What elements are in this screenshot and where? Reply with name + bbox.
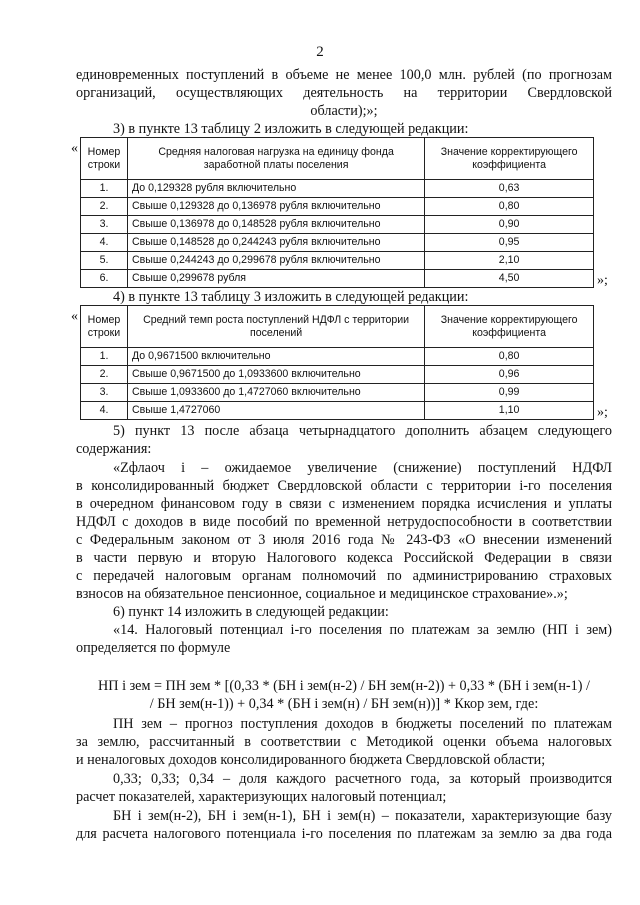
cell-value: 0,99: [425, 384, 594, 402]
cell-value: 1,10: [425, 402, 594, 420]
pn-line-1: ПН зем – прогноз поступления доходов в бюджеты поселений по платежам: [113, 716, 612, 732]
zf-line-2: в консолидированный бюджет Свердловской области с территории i-го поселения: [76, 478, 612, 494]
table-row: [81, 348, 594, 366]
cell-number: 2.: [81, 366, 128, 384]
table2-header-row: [81, 138, 594, 180]
item-14-line-2: определяется по формуле: [76, 640, 231, 656]
item-5-line-2: содержания:: [76, 441, 152, 457]
cell-range: До 0,9671500 включительно: [127, 348, 424, 366]
item-14-line-1: «14. Налоговый потенциал i-го поселения по платежам за землю (НП i зем): [113, 622, 612, 638]
coef-line-2: расчет показателей, характеризующих налоговый потенциал;: [76, 789, 447, 805]
table3-header-number: Номер строки: [81, 306, 128, 348]
cell-range: Свыше 1,0933600 до 1,4727060 включительно: [127, 384, 424, 402]
cell-value: 0,80: [425, 198, 594, 216]
cell-range: Свыше 1,4727060: [127, 402, 424, 420]
cell-number: 1.: [81, 348, 128, 366]
cell-number: 5.: [81, 252, 128, 270]
zf-line-1: «Zфлаоч i – ожидаемое увеличение (снижение) поступлений НДФЛ: [113, 460, 612, 476]
cell-range: Свыше 0,129328 до 0,136978 рубля включительно: [127, 198, 424, 216]
table-row: [81, 216, 594, 234]
cell-range: Свыше 0,148528 до 0,244243 рубля включительно: [127, 234, 424, 252]
cell-value: 0,96: [425, 366, 594, 384]
cell-value: 0,90: [425, 216, 594, 234]
pn-line-3: и неналоговых доходов консолидированного бюджета Свердловской области;: [76, 752, 546, 768]
table-3: [80, 305, 594, 420]
table-row: [81, 270, 594, 288]
cell-range: Свыше 0,299678 рубля: [127, 270, 424, 288]
cell-number: 3.: [81, 384, 128, 402]
formula-line-1: НП i зем = ПН зем * [(0,33 * (БН i зем(н-2) / БН зем(н-2)) + 0,33 * (БН i зем(н-1) /: [98, 678, 590, 694]
cell-range: Свыше 0,136978 до 0,148528 рубля включительно: [127, 216, 424, 234]
zf-line-3: в очередном финансовом году в связи с изменением порядка исчисления и уплаты: [76, 496, 612, 512]
cell-number: 2.: [81, 198, 128, 216]
zf-line-8: взносов на обязательное пенсионное, социальное и медицинское страхование».»;: [76, 586, 568, 602]
page-number: 2: [316, 44, 324, 60]
cell-value: 4,50: [425, 270, 594, 288]
cell-number: 4.: [81, 402, 128, 420]
cell-number: 3.: [81, 216, 128, 234]
formula-line-2: / БН зем(н-1)) + 0,34 * (БН i зем(н) / БН зем(н))] * Ккор зем, где:: [149, 696, 539, 712]
cell-value: 2,10: [425, 252, 594, 270]
cell-range: Свыше 0,9671500 до 1,0933600 включительно: [127, 366, 424, 384]
cell-number: 4.: [81, 234, 128, 252]
table-row: [81, 180, 594, 198]
intro-line-2: организаций, осуществляющих деятельность на территории Свердловской: [76, 85, 612, 101]
table3-header-row: [81, 306, 594, 348]
zf-line-6: в части первую и вторую Налогового кодекса Российской Федерации в связи: [76, 550, 612, 566]
table-2: [80, 137, 594, 288]
bn-line-1: БН i зем(н-2), БН i зем(н-1), БН i зем(н) – показатели, характеризующие базу: [113, 808, 612, 824]
zf-line-4: НДФЛ с доходов в виде пособий по временной нетрудоспособности в соответствии: [76, 514, 612, 530]
table2-close-mark: »;: [597, 273, 608, 288]
bn-line-2: для расчета налогового потенциала i-го поселения по платежам за землю за два года: [76, 826, 612, 842]
cell-number: 6.: [81, 270, 128, 288]
table-row: [81, 402, 594, 420]
cell-value: 0,63: [425, 180, 594, 198]
item-3: 3) в пункте 13 таблицу 2 изложить в следующей редакции:: [113, 121, 469, 137]
cell-value: 0,80: [425, 348, 594, 366]
table2-open-quote: «: [71, 141, 78, 156]
zf-line-7: с передачей налоговым органам полномочий по администрированию страховых: [76, 568, 612, 584]
table-row: [81, 234, 594, 252]
pn-line-2: за землю, рассчитанный в соответствии с Методикой оценки объема налоговых: [76, 734, 612, 750]
intro-line-1: единовременных поступлений в объеме не менее 100,0 млн. рублей (по прогнозам: [76, 67, 612, 83]
table3-header-coef: Значение корректирующего коэффициента: [425, 306, 594, 348]
cell-value: 0,95: [425, 234, 594, 252]
table-row: [81, 366, 594, 384]
table-row: [81, 252, 594, 270]
table-row: [81, 198, 594, 216]
table3-open-quote: «: [71, 309, 78, 324]
coef-line-1: 0,33; 0,33; 0,34 – доля каждого расчетного года, за который производится: [113, 771, 612, 787]
table3-header-growth: Средний темп роста поступлений НДФЛ с территории поселений: [127, 306, 424, 348]
cell-range: Свыше 0,244243 до 0,299678 рубля включительно: [127, 252, 424, 270]
intro-line-3: области);»;: [310, 103, 378, 119]
table2-header-coef: Значение корректирующего коэффициента: [425, 138, 594, 180]
item-4: 4) в пункте 13 таблицу 3 изложить в следующей редакции:: [113, 289, 469, 305]
table-row: [81, 384, 594, 402]
zf-line-5: с Федеральным законом от 3 июля 2016 года № 243-ФЗ «О внесении изменений: [76, 532, 612, 548]
table2-header-number: Номер строки: [81, 138, 128, 180]
item-5-line-1: 5) пункт 13 после абзаца четырнадцатого дополнить абзацем следующего: [113, 423, 612, 439]
table2-header-load: Средняя налоговая нагрузка на единицу фонда заработной платы поселения: [127, 138, 424, 180]
table3-close-mark: »;: [597, 405, 608, 420]
item-6: 6) пункт 14 изложить в следующей редакции:: [113, 604, 389, 620]
cell-range: До 0,129328 рубля включительно: [127, 180, 424, 198]
cell-number: 1.: [81, 180, 128, 198]
